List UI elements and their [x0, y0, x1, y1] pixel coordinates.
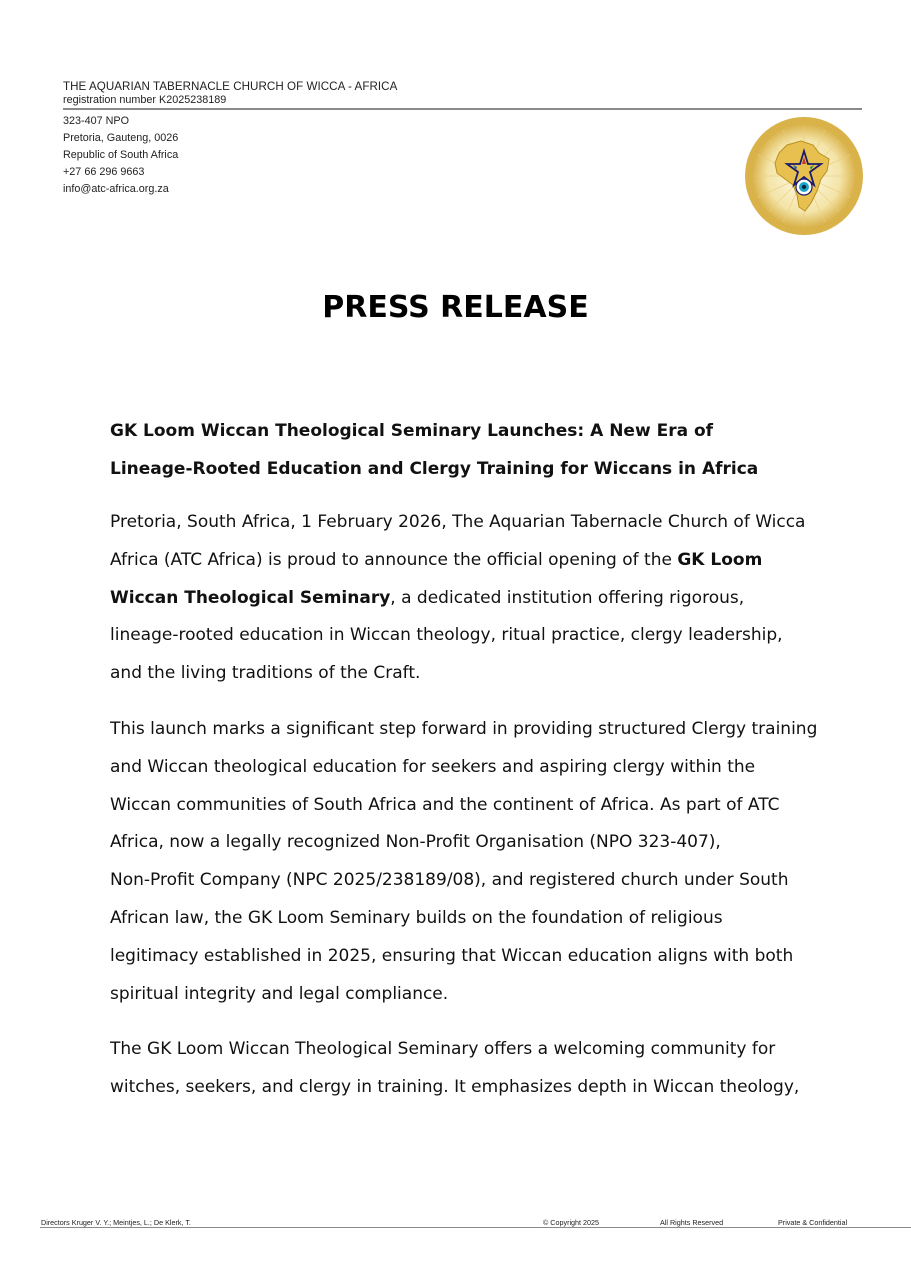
paragraph-2-line: Africa, now a legally recognized Non-Profit Organisation (NPO 323-407),: [110, 832, 721, 853]
paragraph-2-line: African law, the GK Loom Seminary builds on the foundation of religious: [110, 907, 723, 928]
headline: GK Loom Wiccan Theological Seminary Launches: A New Era of Lineage-Rooted Education and Clergy Training for Wiccans in Africa: [110, 421, 759, 479]
registration-number: registration number K2025238189: [63, 94, 227, 106]
npo-number: 323-407 NPO: [63, 115, 130, 127]
footer-copyright: © Copyright 2025: [543, 1218, 600, 1227]
paragraph-1-line: [110, 542, 810, 580]
header-divider: [63, 108, 862, 110]
contact-block: [63, 113, 178, 198]
footer-confidential: Private & Confidential: [778, 1218, 848, 1227]
organization-name: THE AQUARIAN TABERNACLE CHURCH OF WICCA - AFRICA: [63, 80, 398, 93]
text-run: , a dedicated institution offering rigorous,: [390, 587, 745, 608]
paragraph-1-line: lineage-rooted education in Wiccan theology, ritual practice, clergy leadership,: [110, 625, 783, 646]
paragraph-1-line: [110, 580, 810, 618]
paragraph-3-line: The GK Loom Wiccan Theological Seminary offers a welcoming community for: [110, 1039, 776, 1060]
paragraph-3-line: witches, seekers, and clergy in training. It emphasizes depth in Wiccan theology,: [110, 1077, 800, 1098]
paragraph-3: [110, 1031, 810, 1107]
seminary-name-bold: Wiccan Theological Seminary: [110, 587, 391, 608]
paragraph-1: [110, 504, 810, 693]
footer-divider: [40, 1227, 911, 1228]
seminary-name-bold: GK Loom: [677, 549, 763, 570]
paragraph-1-line: Pretoria, South Africa, 1 February 2026, The Aquarian Tabernacle Church of Wicca: [110, 512, 806, 532]
paragraph-2-line: legitimacy established in 2025, ensuring that Wiccan education aligns with both: [110, 945, 794, 966]
press-release-title: PRESS RELEASE: [322, 290, 589, 325]
address-city: Pretoria, Gauteng, 0026: [63, 132, 179, 144]
paragraph-2: [110, 711, 818, 1013]
paragraph-1-line: and the living traditions of the Craft.: [110, 663, 421, 684]
press-release-body: [110, 412, 818, 1125]
paragraph-2-line: spiritual integrity and legal compliance.: [110, 983, 449, 1004]
letterhead: [63, 79, 863, 107]
email-address: info@atc-africa.org.za: [63, 183, 169, 195]
paragraph-2-line: This launch marks a significant step forward in providing structured Clergy training: [110, 718, 818, 739]
paragraph-2-line: Wiccan communities of South Africa and the continent of Africa. As part of ATC: [110, 794, 780, 815]
phone-number: +27 66 296 9663: [63, 166, 145, 178]
footer-rights: All Rights Reserved: [660, 1218, 724, 1227]
paragraph-2-line: Non-Profit Company (NPC 2025/238189/08), and registered church under South: [110, 870, 789, 891]
paragraph-2-line: and Wiccan theological education for seekers and aspiring clergy within the: [110, 756, 756, 777]
church-logo-seal-icon: [743, 115, 865, 237]
footer-directors: Directors Kruger V. Y.; Meintjes, L.; De Klerk, T.: [41, 1218, 191, 1227]
address-country: Republic of South Africa: [63, 149, 179, 161]
text-run: Africa (ATC Africa) is proud to announce the official opening of the: [110, 549, 678, 570]
